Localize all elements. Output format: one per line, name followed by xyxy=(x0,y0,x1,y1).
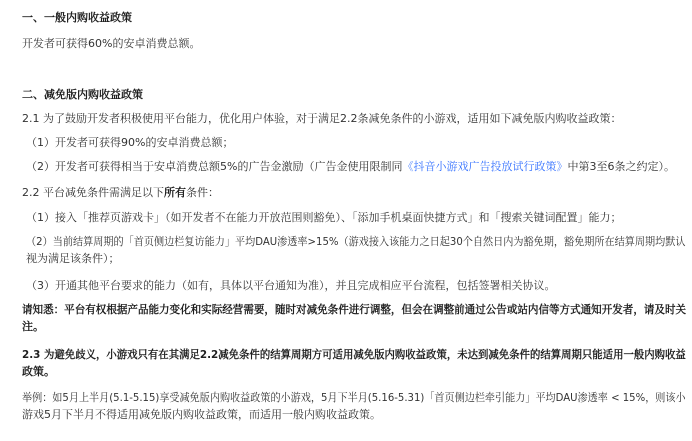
condition-2-line1: （2）当前结算周期的「首页侧边栏复访能力」平均DAU渗透率>15%（游戏接入该能力之日起30个自然日内为豁免期，豁免期所在结算周期均默认 xyxy=(26,235,686,248)
policy-item-1: （1）开发者可获得90%的安卓消费总额； xyxy=(26,136,234,149)
section1-body: 开发者可获得60%的安卓消费总额。 xyxy=(22,37,201,50)
policy-item-2 xyxy=(26,158,675,175)
policy-item-2-text: （2）开发者可获得相当于安卓消费总额5%的广告金激励（广告金使用限制同 xyxy=(26,160,403,173)
example-line2: 游戏5月下半月不得适用减免版内购收益政策，而适用一般内购收益政策。 xyxy=(22,408,381,421)
condition-1: （1）接入「推荐页游戏卡」（如开发者不在能力开放范围则豁免）、「添加手机桌面快捷方式」和「搜索关键词配置」能力； xyxy=(26,211,622,224)
policy-item-2-tail: 中第3至6条之约定）。 xyxy=(567,160,675,173)
conditions-intro-text: 2.2 平台减免条件需满足以下 xyxy=(22,186,164,199)
section2-heading: 二、减免版内购收益政策 xyxy=(22,88,143,101)
notice-line2: 注。 xyxy=(22,320,44,333)
rule-line1: 2.3 为避免歧义，小游戏只有在其满足2.2减免条件的结算周期方可适用减免版内购收益政策，未达到减免条件的结算周期只能适用一般内购收益 xyxy=(22,348,686,361)
section2-intro: 2.1 为了鼓励开发者积极使用平台能力，优化用户体验，对于满足2.2条减免条件的小游戏，适用如下减免版内购收益政策： xyxy=(22,112,622,125)
condition-2-line2: 视为满足该条件）； xyxy=(26,252,120,265)
section1-heading: 一、一般内购收益政策 xyxy=(22,11,132,24)
example-line1: 举例：如5月上半月(5.1-5.15)享受减免版内购收益政策的小游戏，5月下半月(5.16-5.31)「首页侧边栏牵引能力」平均DAU渗透率 < 15%，则该小 xyxy=(22,391,686,404)
conditions-intro-emphasis: 所有 xyxy=(164,186,186,199)
ad-policy-link[interactable]: 《抖音小游戏广告投放试行政策》 xyxy=(402,160,568,173)
conditions-intro xyxy=(22,184,219,201)
conditions-intro-tail: 条件： xyxy=(186,186,219,199)
condition-3: （3）开通其他平台要求的能力（如有，具体以平台通知为准），并且完成相应平台流程，包括签署相关协议。 xyxy=(26,279,556,292)
notice-line1: 请知悉：平台有权根据产品能力变化和实际经营需要，随时对减免条件进行调整，但会在调整前通过公告或站内信等方式通知开发者，请及时关 xyxy=(22,303,687,316)
rule-line2: 政策。 xyxy=(22,365,55,378)
